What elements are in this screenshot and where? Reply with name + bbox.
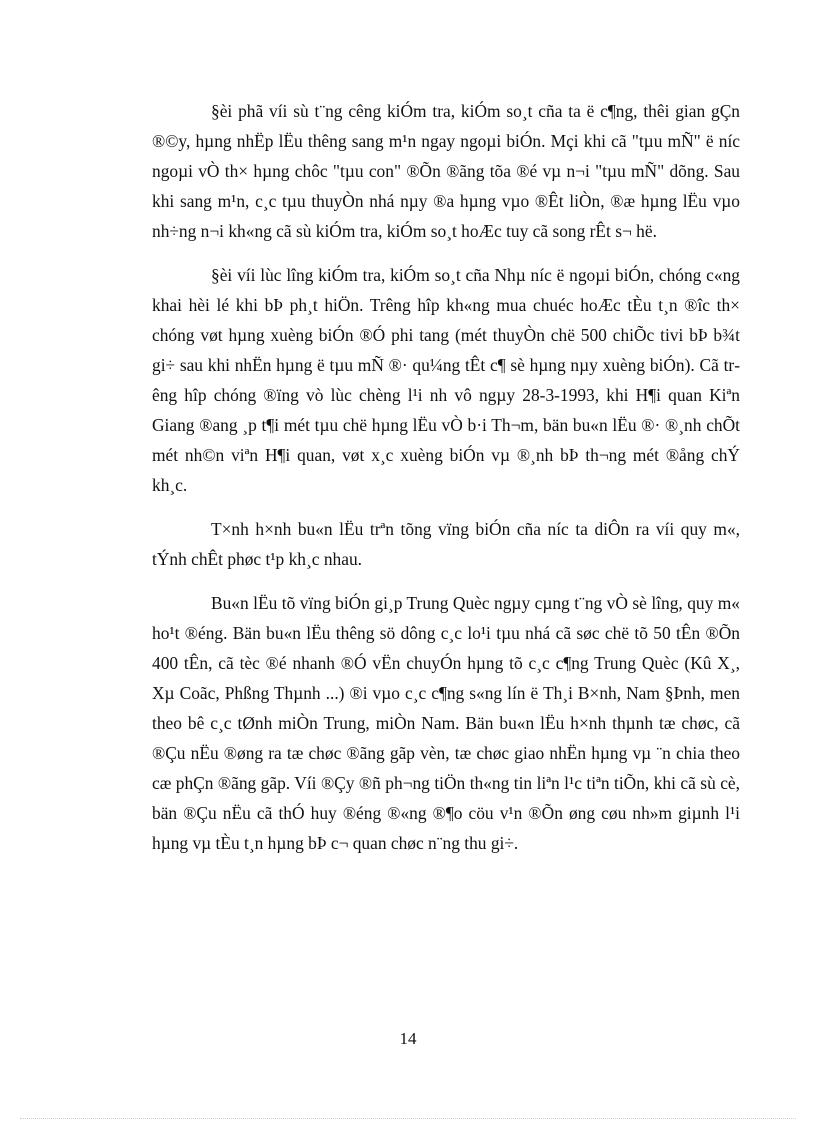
body-text	[152, 96, 740, 872]
paragraph-3: T×nh h×nh bu«n lËu trªn tõng vïng biÓn cña níc ta diÔn ra víi quy m«, tÝnh chÊt phøc t¹p kh¸c nhau.	[152, 519, 740, 569]
paragraph-4: Bu«n lËu tõ vïng biÓn gi¸p Trung Quèc ngµy cµng t¨ng vÒ sè lîng, quy m« ho¹t ®éng. Bän bu«n lËu thêng sö dông c¸c lo¹i tµu nhá cã søc chë tõ 50 tÊn ®Õn 400 tÊn, cã tèc ®é nhanh ®Ó vËn chuyÓn hµng tõ c¸c c¶ng Trung Quèc (Kû X¸, Xµ Coãc, Phßng Thµnh ...) ®i vµo c¸c c¶ng s«ng lín ë Th¸i B×nh, Nam §Þnh, men theo bê c¸c tØnh miÒn Trung, miÒn Nam. Bän bu«n lËu h×nh thµnh tæ chøc, cã ®Çu nËu ®øng ra tæ chøc ®ãng gãp vèn, tæ chøc giao nhËn hµng vµ ¨n chia theo cæ phÇn ®ãng gãp. Víi ®Çy ®ñ ph¬ng tiÖn th«ng tin liªn l¹c tiªn tiÕn, khi cã sù cè, bän ®Çu nËu cã thÓ huy ®éng ®«ng ®¶o cöu v¹n ®Õn øng cøu nh»m giµnh l¹i hµng vµ tÈu t¸n hµng bÞ c¬ quan chøc n¨ng thu gi÷.	[152, 593, 740, 853]
page-bottom-divider	[20, 1118, 796, 1119]
paragraph-1: §èi phã víi sù t¨ng cêng kiÓm tra, kiÓm so¸t cña ta ë c¶ng, thêi gian gÇn ®©y, hµng nhËp lËu thêng sang m¹n ngay ngoµi biÓn. Mçi khi cã "tµu mÑ" ë níc ngoµi vÒ th× hµng chôc "tµu con" ®Õn ®ãng tõa ®é vµ n¬i "tµu mÑ" dõng. Sau khi sang m¹n, c¸c tµu thuyÒn nhá nµy ®a hµng vµo ®Êt liÒn, ®æ hµng lËu vµo nh÷ng n¬i kh«ng cã sù kiÓm tra, kiÓm so¸t hoÆc tuy cã song rÊt s¬ hë.	[152, 101, 740, 241]
paragraph-2: §èi víi lùc lîng kiÓm tra, kiÓm so¸t cña Nhµ níc ë ngoµi biÓn, chóng c«ng khai hèi lé khi bÞ ph¸t hiÖn. Trêng hîp kh«ng mua chuéc hoÆc tÈu t¸n ®îc th× chóng vøt hµng xuèng biÓn ®Ó phi tang (mét thuyÒn chë 500 chiÕc tivi bÞ b¾t gi÷ sau khi nhËn hµng ë tµu mÑ ®· qu¼ng tÊt c¶ sè hµng nµy xuèng biÓn). Cã trêng hîp chóng ®ïng vò lùc chèng l¹i nh vô ngµy 28-3-1993, khi H¶i quan Kiªn Giang ®ang ¸p t¶i mét tµu chë hµng lËu vÒ b·i Th¬m, bän bu«n lËu ®· ®¸nh chÕt mét nh©n viªn H¶i quan, vøt x¸c xuèng biÓn vµ ®¸nh bÞ th¬ng mét ®ång chÝ kh¸c.	[152, 265, 740, 495]
page-number: 14	[399, 1029, 417, 1048]
